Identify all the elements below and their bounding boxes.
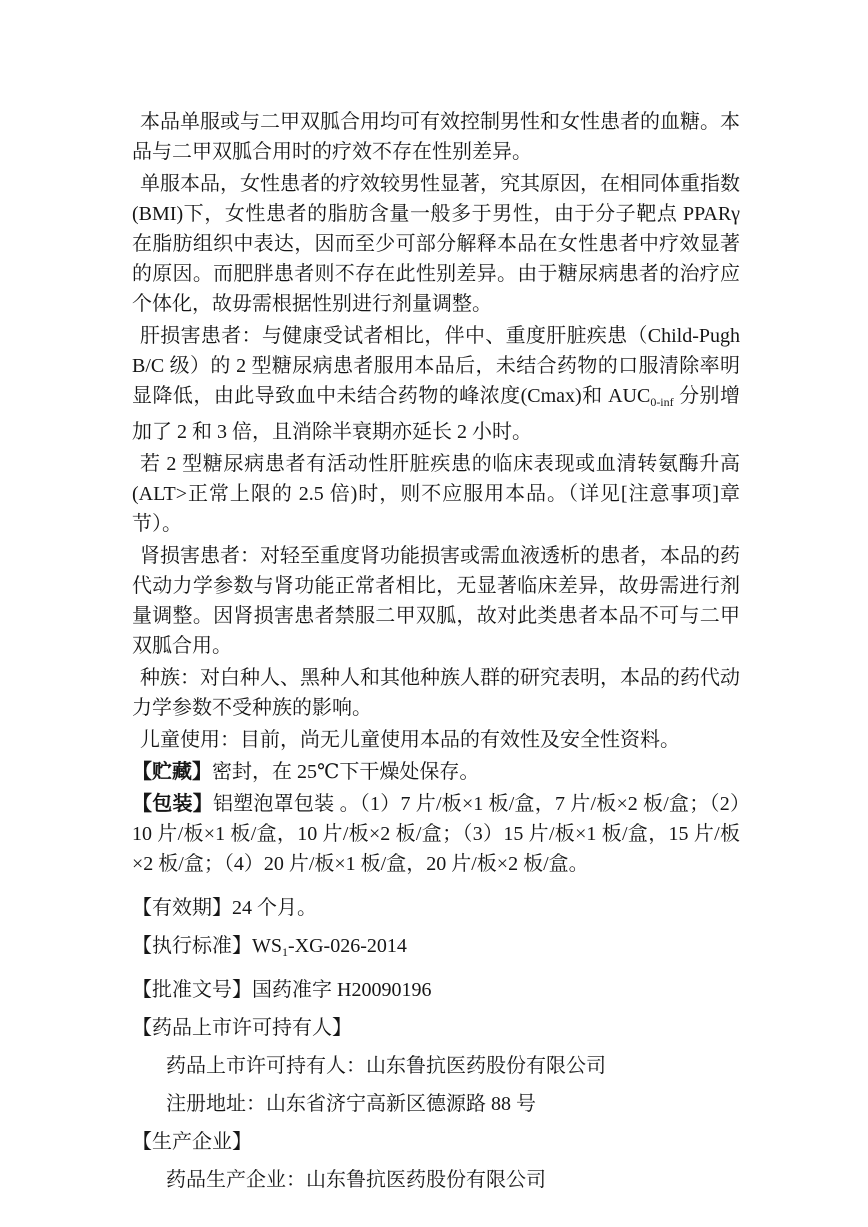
para-packaging: [132, 789, 740, 879]
para-hepatic-impairment: [132, 321, 740, 447]
para-active-liver-disease: 若 2 型糖尿病患者有活动性肝脏疾患的临床表现或血清转氨酶升高(ALT>正常上限的 2.5 倍)时，则不应服用本品。（详见[注意事项]章节）。: [132, 453, 740, 535]
auc-subscript: 0-inf: [650, 395, 674, 409]
para-shelf-life: 【有效期】24 个月。: [132, 897, 317, 919]
packaging-section-label: 【包装】: [132, 793, 213, 815]
para-gender-difference: 单服本品，女性患者的疗效较男性显著，究其原因，在相同体重指数(BMI)下，女性患者的脂肪含量一般多于男性，由于分子靶点 PPARγ 在脂肪组织中表达，因而至少可部分解释本品在女性患者中疗效显著的原因。而肥胖患者则不存在此性别差异。由于糖尿病患者的治疗应个体化，故毋需根据性别进行剂量调整。: [132, 173, 740, 315]
para-manufacturer-name: 药品生产企业：山东鲁抗医药股份有限公司: [166, 1169, 546, 1191]
para-executive-standard: [132, 931, 740, 967]
ws-subscript: 1: [282, 945, 288, 959]
standard-text-after-subscript: -XG-026-2014: [288, 935, 407, 957]
hepatic-text-before-subscript: 肝损害患者：与健康受试者相比，伴中、重度肝脏疾患（Child-Pugh B/C 级）的 2 型糖尿病患者服用本品后，未结合药物的口服清除率明显降低，由此导致血中未结合药物的峰浓度(Cmax)和 AUC: [132, 325, 740, 407]
para-race: 种族：对白种人、黑种人和其他种族人群的研究表明，本品的药代动力学参数不受种族的影响。: [132, 667, 740, 719]
para-approval-number: 【批准文号】国药准字 H20090196: [132, 979, 432, 1001]
document-content: [132, 107, 740, 1203]
para-efficacy-combination: 本品单服或与二甲双胍合用均可有效控制男性和女性患者的血糖。本品与二甲双胍合用时的疗效不存在性别差异。: [132, 111, 740, 163]
para-mah-name: 药品上市许可持有人：山东鲁抗医药股份有限公司: [166, 1055, 606, 1077]
storage-section-label: 【贮藏】: [132, 761, 212, 783]
storage-text: 密封，在 25℃下干燥处保存。: [212, 761, 480, 783]
para-mah-header: 【药品上市许可持有人】: [132, 1017, 352, 1039]
para-storage: [132, 757, 740, 787]
para-pediatric-use: 儿童使用：目前，尚无儿童使用本品的有效性及安全性资料。: [140, 729, 680, 751]
packaging-text: 铝塑泡罩包装 。（1）7 片/板×1 板/盒，7 片/板×2 板/盒；（2）10 片/板×1 板/盒，10 片/板×2 板/盒；（3）15 片/板×1 板/盒，15 片/板×2 板/盒；（4）20 片/板×1 板/盒，20 片/板×2 板/盒。: [132, 793, 740, 875]
para-manufacturer-header: 【生产企业】: [132, 1131, 252, 1153]
para-renal-impairment: 肾损害患者：对轻至重度肾功能损害或需血液透析的患者，本品的药代动力学参数与肾功能正常者相比，无显著临床差异，故毋需进行剂量调整。因肾损害患者禁服二甲双胍，故对此类患者本品不可与二甲双胍合用。: [132, 545, 740, 657]
hepatic-text-after-subscript: 分别增加了 2 和 3 倍，且消除半衰期亦延长 2 小时。: [132, 385, 741, 443]
standard-text-before-subscript: 【执行标准】WS: [132, 935, 282, 957]
para-registered-address: 注册地址：山东省济宁高新区德源路 88 号: [166, 1093, 536, 1115]
